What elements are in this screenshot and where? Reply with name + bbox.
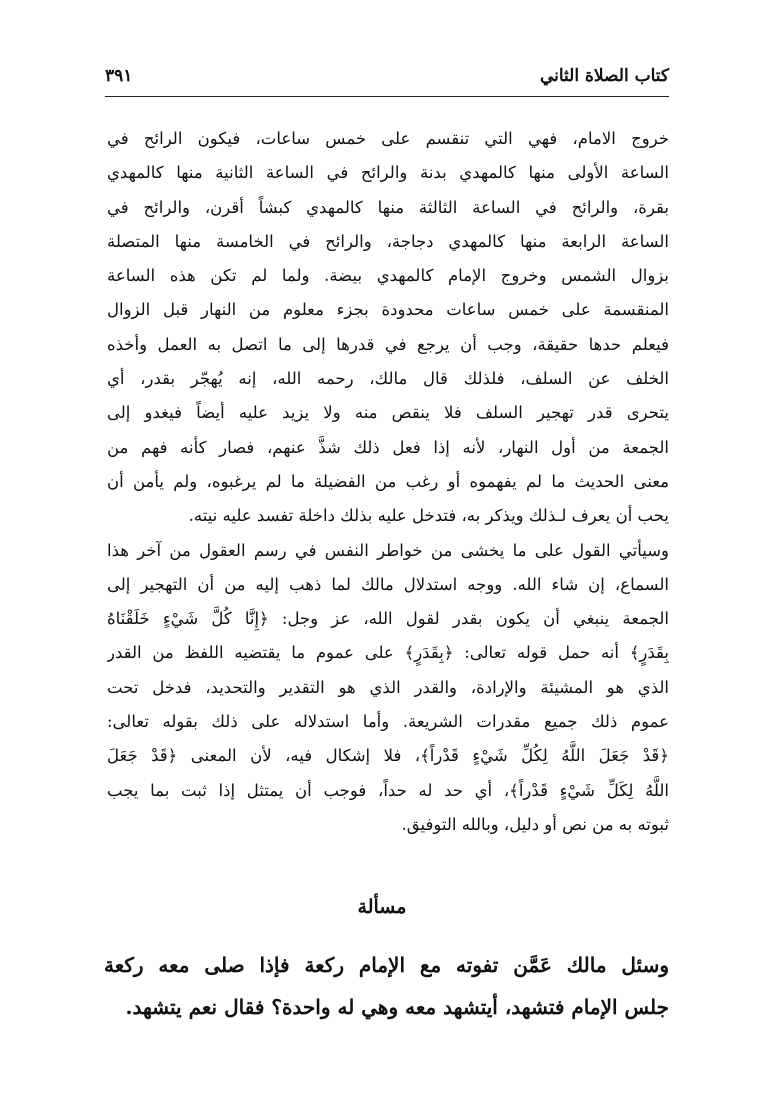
body-line: الجمعة من أول النهار، لأنه إذا فعل ذلك شذَّ عنهم، فصار كأنه فهم من: [107, 437, 669, 457]
body-line: بزوال الشمس وخروج الإمام كالمهدي بيضة. ولما لم تكن هذه الساعة: [107, 266, 669, 286]
body-line: عموم ذلك جميع مقدرات الشريعة. وأما استدلاله على ذلك بقوله تعالى:: [107, 712, 669, 732]
body-line: فيعلم حدها حقيقة، وجب أن يرجع في قدرها إلى ما اتصل به العمل وأخذه: [107, 334, 669, 354]
header-page-number: ٣٩١: [105, 66, 133, 86]
body-line: السماع، إن شاء الله. ووجه استدلال مالك لما ذهب إليه من أن التهجير إلى: [107, 574, 669, 594]
body-line: المنقسمة على خمس ساعات محدودة بجزء معلوم من النهار قبل الزوال: [107, 300, 669, 320]
body-line: يحب أن يعرف لـذلك ويذكر به، فتدخل عليه بذلك داخلة تفسد عليه نيته.: [188, 506, 669, 526]
section-title: مسألة: [357, 896, 407, 918]
body-line: خروج الامام، فهي التي تنقسم على خمس ساعات، فيكون الرائح في: [107, 129, 669, 148]
body-line: معنى الحديث ما لم يفهموه أو رغب من الفضيلة ما لم يرغبوه، ولم يأمن أن: [107, 471, 669, 491]
question-line: جلس الإمام فتشهد، أيتشهد معه وهي له واحدة؟ فقال نعم يتشهد.: [125, 995, 669, 1019]
body-line: ﴿قَدْ جَعَلَ اللَّهُ لِكُلِّ شَيْءٍ قَدْراً﴾، فلا إشكال فيه، لأن المعنى ﴿قَدْ جَعَلَ: [107, 746, 669, 766]
body-line: الخلف عن السلف، فلذلك قال مالك، رحمه الله، إنه يُهجّر بقدر، أي: [107, 369, 669, 389]
header-book-title: كتاب الصلاة الثاني: [539, 66, 669, 86]
body-line: ثبوته به من نص أو دليل، وبالله التوفيق.: [401, 814, 669, 834]
running-header: [105, 62, 669, 97]
body-line: بقرة، والرائح في الساعة الثالثة منها كالمهدي كبشاً أقرن، والرائح في: [107, 197, 669, 217]
question-line: وسئل مالك عَمَّن تفوته مع الإمام ركعة فإذا صلى معه ركعة: [104, 953, 669, 977]
body-line: يتحرى قدر تهجير السلف فلا ينقص منه ولا يزيد عليه أيضاً فيغدو إلى: [107, 403, 669, 423]
body-line: الجمعة ينبغي أن يكون بقدر لقول الله، عز وجل: ﴿إِنَّا كُلَّ شَيْءٍ خَلَقْنَاهُ: [107, 609, 669, 629]
body-line: وسيأتي القول على ما يخشى من خواطر النفس في رسم العقول من آخر هذا: [107, 540, 669, 560]
question-paragraph: [104, 944, 669, 1028]
body-line: اللَّهُ لِكَلِّ شَيْءٍ قَدْراً﴾، أي حد له حداً، فوجب أن يمتثل إذا ثبت بما يجب: [107, 780, 669, 800]
body-line: الساعة الرابعة منها كالمهدي دجاجة، والرائح في الخامسة منها المتصلة: [107, 231, 669, 251]
body-line: الساعة الأولى منها كالمهدي بدنة والرائح في الساعة الثانية منها كالمهدي: [107, 163, 669, 183]
body-text: [107, 122, 669, 842]
body-line: بِقَدَرٍ﴾ أنه حمل قوله تعالى: ﴿بِقَدَرٍ﴾ على عموم ما يقتضيه اللفظ من القدر: [107, 643, 669, 663]
body-line: الذي هو المشيئة والإرادة، والقدر الذي هو التقدير والتحديد، فدخل تحت: [107, 677, 669, 697]
